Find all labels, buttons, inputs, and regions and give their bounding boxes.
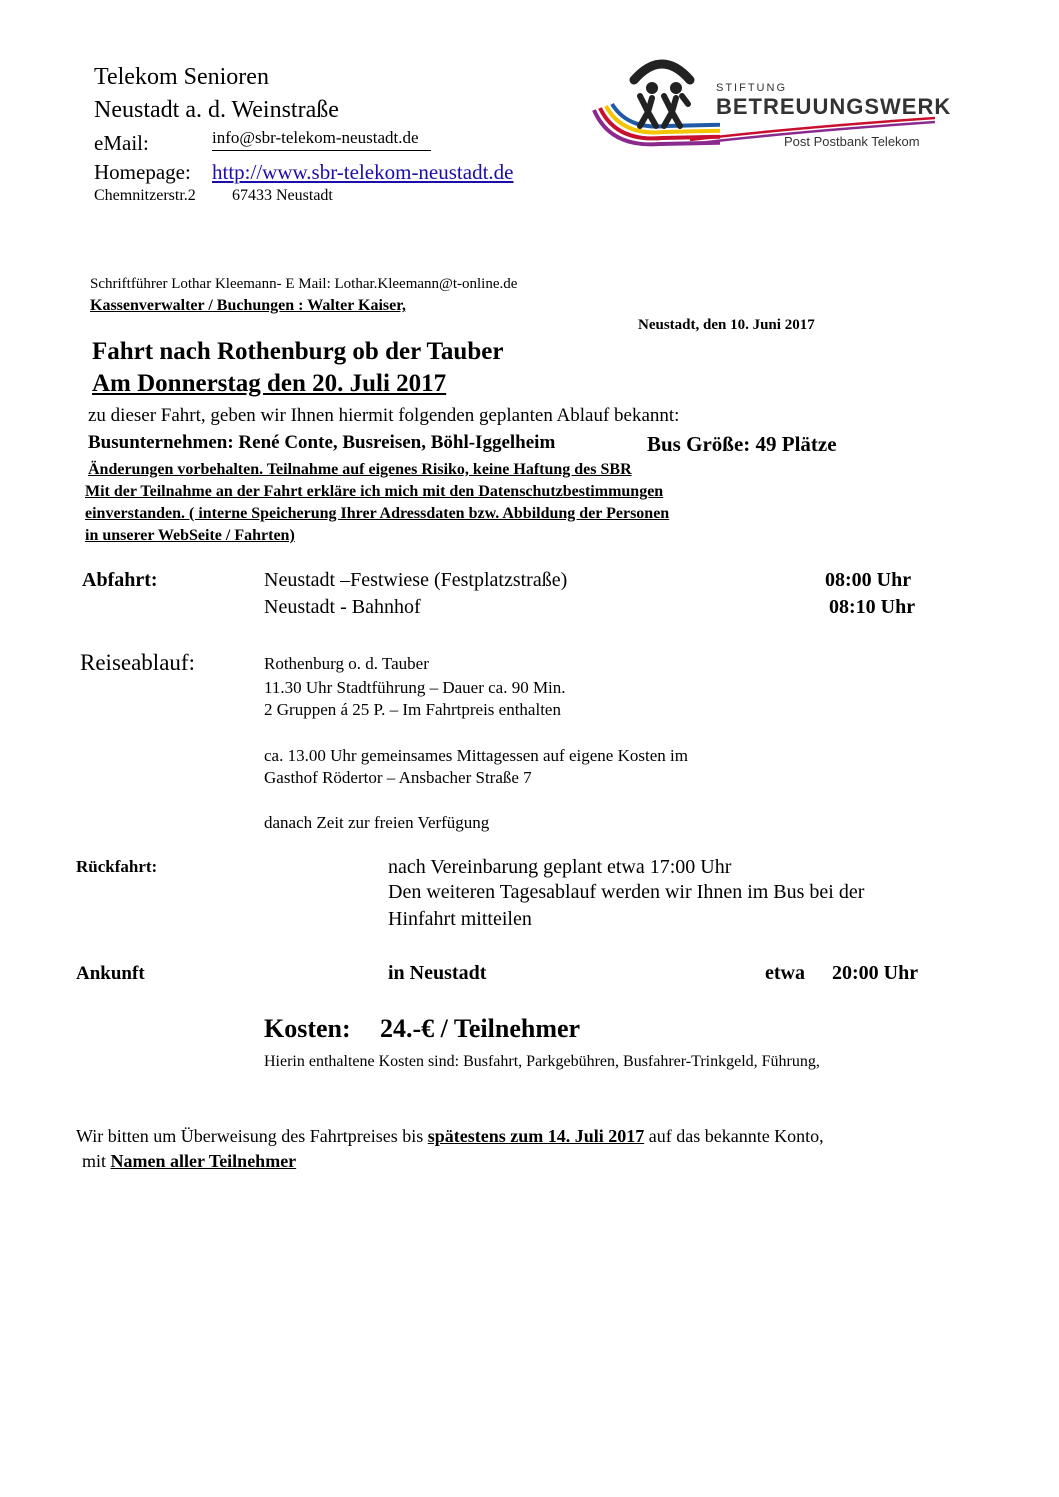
payment-line <box>76 1126 824 1147</box>
itinerary-line6: danach Zeit zur freien Verfügung <box>264 813 490 832</box>
bus-size: Bus Größe: 49 Plätze <box>647 432 837 456</box>
departure-time2: 08:10 Uhr <box>829 596 916 618</box>
itinerary-label: Reiseablauf: <box>80 650 195 675</box>
org-location: Neustadt a. d. Weinstraße <box>94 97 339 123</box>
itinerary-line1: Rothenburg o. d. Tauber <box>264 654 429 673</box>
logo-stiftung: STIFTUNG <box>716 82 787 94</box>
arrival-approx: etwa <box>765 962 805 984</box>
address-street: Chemnitzerstr.2 <box>94 187 196 204</box>
treasurer-line: Kassenverwalter / Buchungen : Walter Kaiser, <box>90 297 406 314</box>
departure-stop1: Neustadt –Festwiese (Festplatzstraße) <box>264 569 568 591</box>
trip-title: Fahrt nach Rothenburg ob der Tauber <box>92 338 504 365</box>
payment-text-a: Wir bitten um Überweisung des Fahrtpreises bis <box>76 1126 424 1146</box>
costs-amount: 24.-€ / Teilnehmer <box>380 1014 581 1043</box>
email-value[interactable]: info@sbr-telekom-neustadt.de <box>212 128 431 151</box>
betreuungswerk-logo <box>590 52 952 164</box>
itinerary-line5: Gasthof Rödertor – Ansbacher Straße 7 <box>264 768 532 787</box>
payment-line2 <box>82 1151 296 1172</box>
homepage-link[interactable]: http://www.sbr-telekom-neustadt.de <box>212 160 514 184</box>
org-name: Telekom Senioren <box>94 64 269 90</box>
date-line: Neustadt, den 10. Juni 2017 <box>638 317 815 333</box>
email-label: eMail: <box>94 131 149 155</box>
notice-line1: Änderungen vorbehalten. Teilnahme auf eigenes Risiko, keine Haftung des SBR <box>88 461 632 478</box>
notice-line2: Mit der Teilnahme an der Fahrt erkläre ich mich mit den Datenschutzbestimmungen <box>85 483 664 500</box>
costs-label: Kosten: <box>264 1014 351 1043</box>
logo-subtitle: Post Postbank Telekom <box>784 134 920 149</box>
return-line3: Hinfahrt mitteilen <box>388 908 532 930</box>
intro-text: zu dieser Fahrt, geben wir Ihnen hiermit folgenden geplanten Ablauf bekannt: <box>88 405 680 426</box>
itinerary-line2: 11.30 Uhr Stadtführung – Dauer ca. 90 Min. <box>264 678 566 697</box>
bus-company: Busunternehmen: René Conte, Busreisen, Böhl-Iggelheim <box>88 432 556 453</box>
payment-deadline: spätestens zum 14. Juli 2017 <box>427 1126 645 1146</box>
return-line2: Den weiteren Tagesablauf werden wir Ihnen im Bus bei der <box>388 881 865 903</box>
itinerary-line3: 2 Gruppen á 25 P. – Im Fahrtpreis enthalten <box>264 700 561 719</box>
payment-names: Namen aller Teilnehmer <box>110 1151 297 1171</box>
departure-stop2: Neustadt - Bahnhof <box>264 596 421 618</box>
arrival-label: Ankunft <box>76 963 145 984</box>
arrival-time: 20:00 Uhr <box>832 962 919 984</box>
homepage-label: Homepage: <box>94 160 191 184</box>
itinerary-line4: ca. 13.00 Uhr gemeinsames Mittagessen auf eigene Kosten im <box>264 746 688 765</box>
return-line1: nach Vereinbarung geplant etwa 17:00 Uhr <box>388 856 732 878</box>
costs-included: Hierin enthaltene Kosten sind: Busfahrt, Parkgebühren, Busfahrer-Trinkgeld, Führung, <box>264 1053 820 1070</box>
payment-text-b: auf das bekannte Konto, <box>648 1126 824 1146</box>
arrival-place: in Neustadt <box>388 962 487 984</box>
return-label: Rückfahrt: <box>76 857 158 876</box>
notice-line4: in unserer WebSeite / Fahrten) <box>85 527 295 544</box>
notice-line3: einverstanden. ( interne Speicherung Ihrer Adressdaten bzw. Abbildung der Personen <box>85 505 670 522</box>
secretary-line: Schriftführer Lothar Kleemann- E Mail: Lothar.Kleemann@t-online.de <box>90 276 518 292</box>
departure-time1: 08:00 Uhr <box>825 569 912 591</box>
address-city: 67433 Neustadt <box>232 187 333 204</box>
trip-date: Am Donnerstag den 20. Juli 2017 <box>92 370 447 397</box>
departure-label: Abfahrt: <box>82 569 158 591</box>
payment-text-c: mit <box>82 1151 107 1171</box>
logo-betreuungswerk: BETREUUNGSWERK <box>716 94 952 119</box>
